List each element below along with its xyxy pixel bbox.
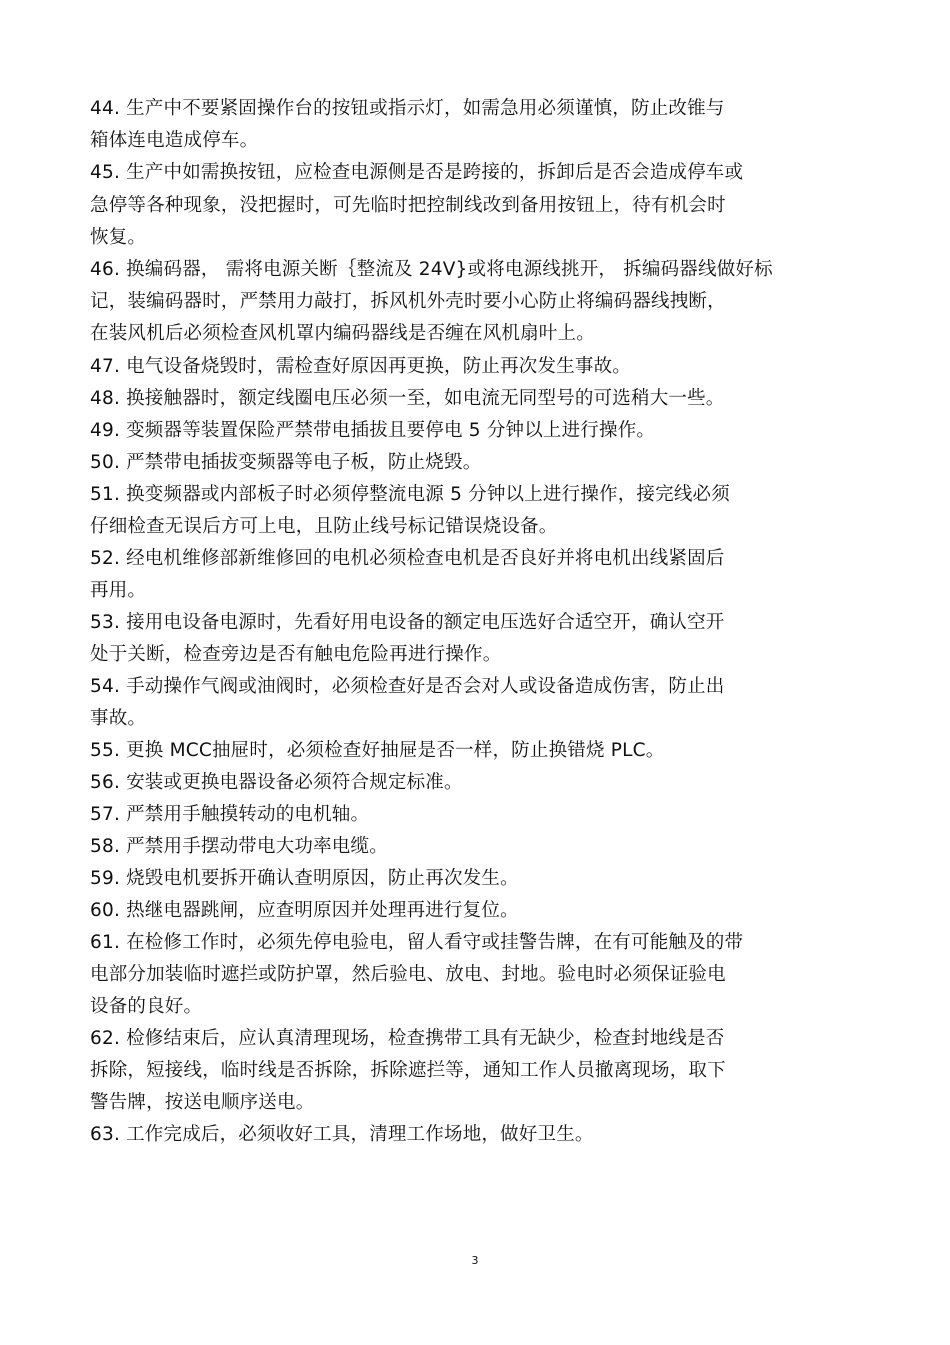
text-line: 62. 检修结束后，应认真清理现场，检查携带工具有无缺少，检查封地线是否	[90, 1028, 725, 1049]
text-line: 电部分加装临时遮拦或防护罩，然后验电、放电、封地。验电时必须保证验电	[90, 964, 726, 985]
text-line: 事故。	[90, 708, 147, 729]
text-line: 箱体连电造成停车。	[90, 130, 259, 151]
text-line: 46. 换编码器， 需将电源关断｛整流及 24V}或将电源线挑开， 拆编码器线做好标	[90, 259, 773, 280]
text-line: 拆除，短接线，临时线是否拆除，拆除遮拦等，通知工作人员撤离现场，取下	[90, 1060, 726, 1081]
page-number: 3	[471, 1254, 479, 1267]
text-line: 61. 在检修工作时，必须先停电验电，留人看守或挂警告牌，在有可能触及的带	[90, 932, 744, 953]
text-line: 急停等各种现象，没把握时，可先临时把控制线改到备用按钮上，待有机会时	[90, 195, 726, 216]
text-line: 仔细检查无误后方可上电，且防止线号标记错误烧设备。	[90, 516, 558, 537]
text-line: 60. 热继电器跳闸，应查明原因并处理再进行复位。	[90, 900, 519, 921]
text-line: 处于关断，检查旁边是否有触电危险再进行操作。	[90, 644, 502, 665]
text-line: 在装风机后必须检查风机罩内编码器线是否缠在风机扇叶上。	[90, 323, 595, 344]
text-line: 恢复。	[90, 227, 147, 248]
text-line: 45. 生产中如需换按钮，应检查电源侧是否是跨接的，拆卸后是否会造成停车或	[90, 162, 744, 183]
text-line: 53. 接用电设备电源时，先看好用电设备的额定电压选好合适空开，确认空开	[90, 612, 725, 633]
text-line: 警告牌，按送电顺序送电。	[90, 1092, 315, 1113]
text-line: 51. 换变频器或内部板子时必须停整流电源 5 分钟以上进行操作，接完线必须	[90, 484, 730, 505]
text-line: 54. 手动操作气阀或油阀时，必须检查好是否会对人或设备造成伤害，防止出	[90, 676, 725, 697]
text-line: 50. 严禁带电插拔变频器等电子板，防止烧毁。	[90, 452, 482, 473]
text-line: 设备的良好。	[90, 996, 203, 1017]
text-line: 49. 变频器等装置保险严禁带电插拔且要停电 5 分钟以上进行操作。	[90, 420, 656, 441]
text-line: 记，装编码器时，严禁用力敲打，拆风机外壳时要小心防止将编码器线拽断，	[90, 291, 726, 312]
text-line: 48. 换接触器时，额定线圈电压必须一至，如电流无同型号的可选稍大一些。	[90, 388, 725, 409]
text-line: 再用。	[90, 580, 147, 601]
text-line: 55. 更换 MCC抽屉时，必须检查好抽屉是否一样，防止换错烧 PLC。	[90, 740, 665, 761]
text-line: 63. 工作完成后，必须收好工具，清理工作场地，做好卫生。	[90, 1124, 594, 1145]
text-line: 44. 生产中不要紧固操作台的按钮或指示灯，如需急用必须谨慎，防止改锥与	[90, 98, 725, 119]
text-line: 58. 严禁用手摆动带电大功率电缆。	[90, 836, 388, 857]
text-line: 52. 经电机维修部新维修回的电机必须检查电机是否良好并将电机出线紧固后	[90, 548, 725, 569]
text-line: 56. 安装或更换电器设备必须符合规定标准。	[90, 772, 463, 793]
text-line: 59. 烧毁电机要拆开确认查明原因，防止再次发生。	[90, 868, 519, 889]
text-line: 47. 电气设备烧毁时，需检查好原因再更换，防止再次发生事故。	[90, 356, 632, 377]
text-line: 57. 严禁用手触摸转动的电机轴。	[90, 804, 370, 825]
